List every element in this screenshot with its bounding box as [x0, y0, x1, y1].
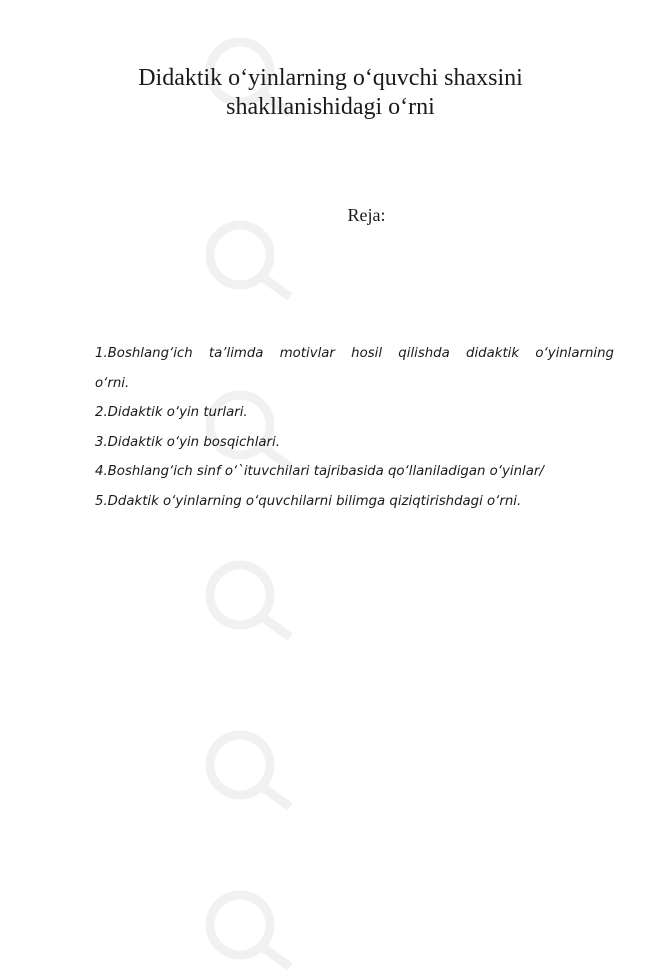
- plan-item: 2.Didaktik o‘yin turlari.: [95, 405, 248, 420]
- magnifier-watermark-icon: [195, 215, 315, 305]
- magnifier-watermark-icon: [195, 885, 315, 975]
- document-title-line-1: Didaktik o‘yinlarning o‘quvchi shaxsini: [138, 65, 523, 91]
- magnifier-watermark-icon: [195, 555, 315, 645]
- document-title-line-2: shakllanishidagi o‘rni: [226, 94, 435, 120]
- magnifier-watermark-icon: [195, 725, 315, 815]
- plan-heading: Reja:: [347, 205, 386, 225]
- plan-item-text: 1.Boshlang‘ich ta’limda motivlar hosil qilishda didaktik o‘yinlarning: [95, 346, 614, 361]
- plan-item: 4.Boshlang‘ich sinf o‘`ituvchilari tajribasida qo‘llaniladigan o‘yinlar/: [95, 464, 544, 479]
- plan-list: [95, 339, 614, 516]
- plan-item: 3.Didaktik o‘yin bosqichlari.: [95, 434, 280, 450]
- plan-item-text: o‘rni.: [95, 375, 130, 391]
- plan-item: 5.Ddaktik o‘yinlarning o‘quvchilarni bilimga qiziqtirishdagi o‘rni.: [95, 493, 522, 509]
- document-title: [60, 64, 601, 122]
- plan-item: [95, 339, 614, 398]
